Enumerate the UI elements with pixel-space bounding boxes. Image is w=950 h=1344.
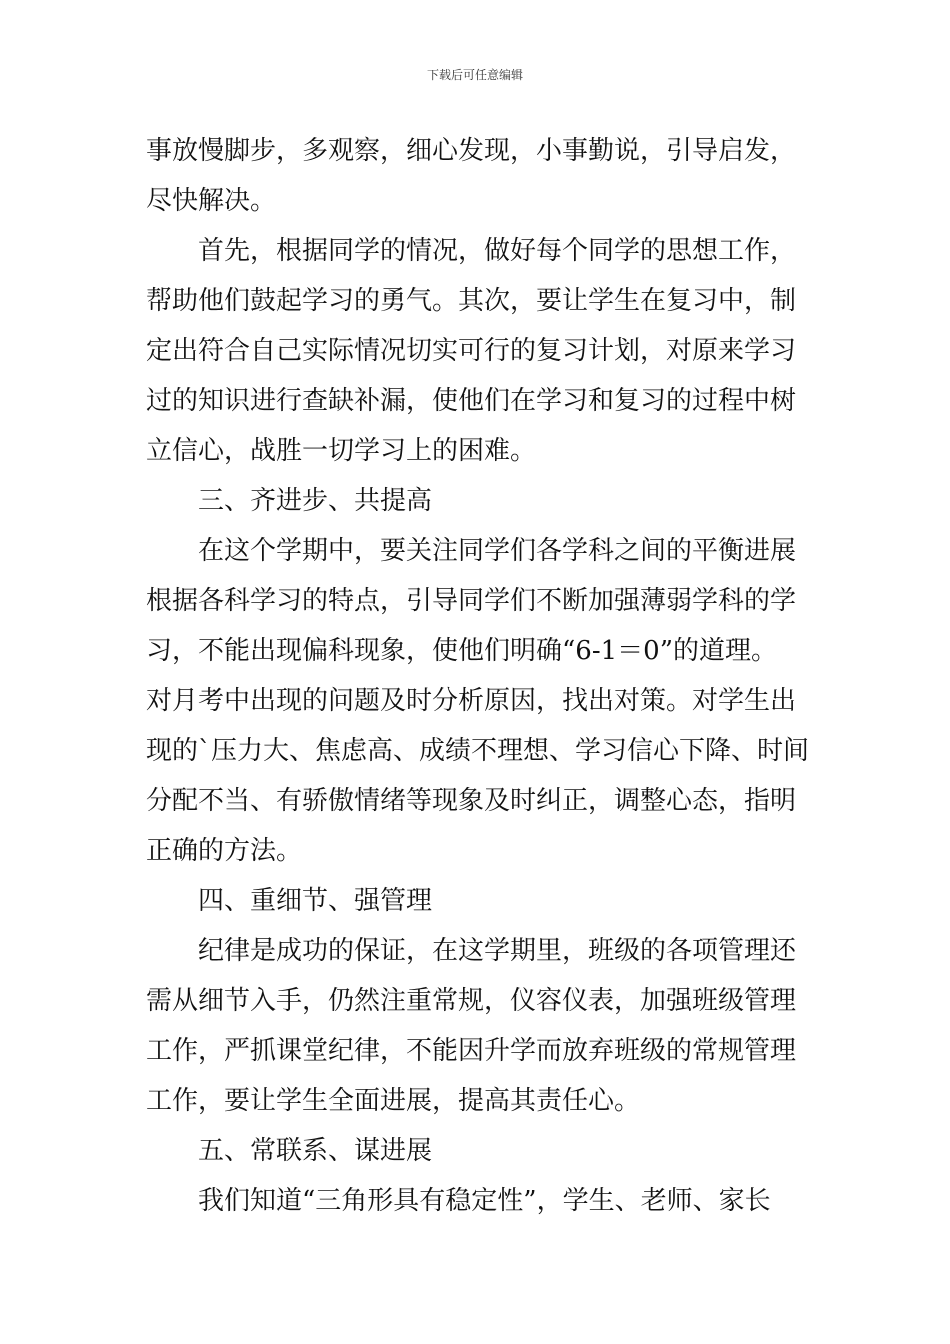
text-line: 工作，要让学生全面进展，提高其责任心。 [146, 1086, 641, 1116]
text-line: 立信心，战胜一切学习上的困难。 [146, 436, 537, 466]
text-line: 事放慢脚步，多观察，细心发现，小事勤说，引导启发， [146, 136, 797, 166]
text-line: 帮助他们鼓起学习的勇气。其次，要让学生在复习中，制 [146, 286, 797, 316]
section-heading: 四、重细节、强管理 [198, 886, 433, 916]
text-line: 根据各科学习的特点，引导同学们不断加强薄弱学科的学 [146, 586, 797, 616]
text-line: 过的知识进行查缺补漏，使他们在学习和复习的过程中树 [146, 386, 797, 416]
text-line: 尽快解决。 [146, 186, 277, 216]
paragraph-start: 在这个学期中，要关注同学们各学科之间的平衡进展 [198, 536, 797, 566]
text-line: 工作，严抓课堂纪律，不能因升学而放弃班级的常规管理 [146, 1036, 797, 1066]
section-heading: 五、常联系、谋进展 [198, 1136, 433, 1166]
document-body [146, 126, 811, 1226]
paragraph-start: 纪律是成功的保证，在这学期里，班级的各项管理还 [198, 936, 797, 966]
text-line: 需从细节入手，仍然注重常规，仪容仪表，加强班级管理 [146, 986, 797, 1016]
text-line: 现的`压力大、焦虑高、成绩不理想、学习信心下降、时间 [146, 736, 810, 766]
section-heading: 三、齐进步、共提高 [198, 486, 433, 516]
text-line: 正确的方法。 [146, 836, 303, 866]
text-line: 分配不当、有骄傲情绪等现象及时纠正，调整心态，指明 [146, 786, 797, 816]
page-header: 下载后可任意编辑 [426, 68, 523, 82]
text-line: 习，不能出现偏科现象，使他们明确“6-1＝0”的道理。 [146, 636, 777, 666]
paragraph-start: 我们知道“三角形具有稳定性”，学生、老师、家长 [198, 1186, 771, 1216]
text-line: 定出符合自己实际情况切实可行的复习计划，对原来学习 [146, 336, 797, 366]
paragraph-start: 首先，根据同学的情况，做好每个同学的思想工作， [198, 236, 797, 266]
text-line: 对月考中出现的问题及时分析原因，找出对策。对学生出 [146, 686, 797, 716]
